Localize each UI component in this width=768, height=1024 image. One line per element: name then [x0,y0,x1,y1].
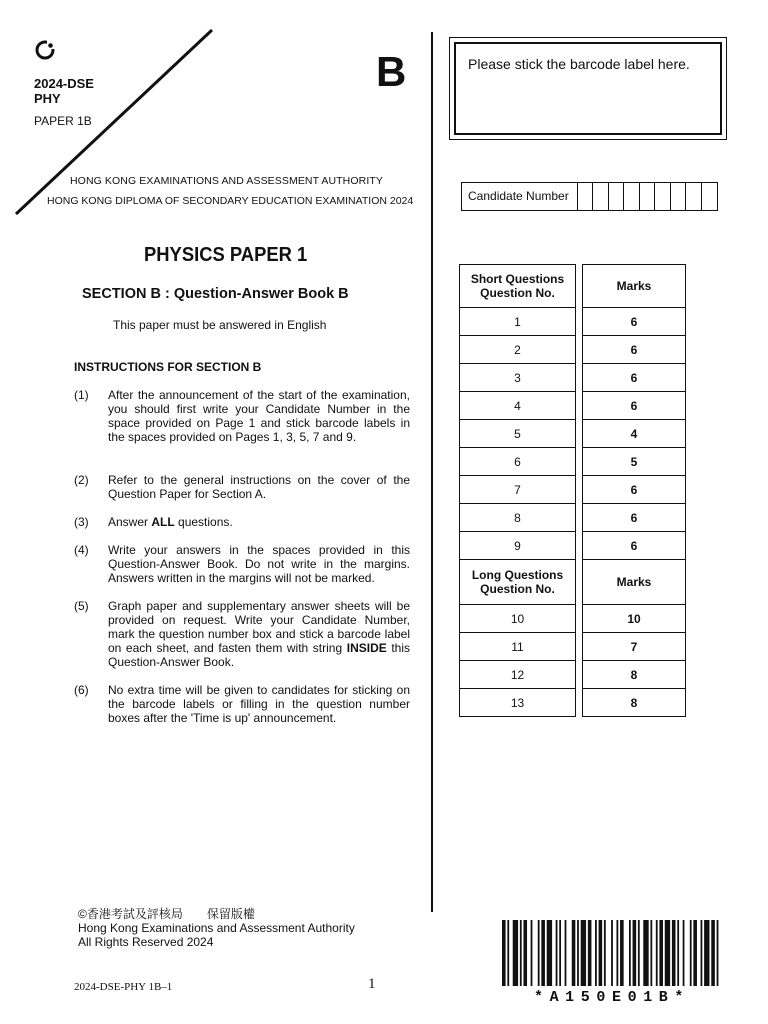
question-number-cell: 8 [460,504,576,532]
instruction-text: Answer ALL questions. [108,515,233,529]
diploma-name: HONG KONG DIPLOMA OF SECONDARY EDUCATION EXAMINATION 2024 [47,195,414,207]
barcode-text: *A150E01B* [533,989,690,1006]
candidate-digit-box[interactable] [624,183,640,210]
section-title: SECTION B : Question-Answer Book B [82,286,349,302]
marks-cell: 6 [583,504,686,532]
long-questions-header: Long Questions Question No. [460,560,576,605]
question-number-cell: 6 [460,448,576,476]
barcode-icon [502,920,722,986]
paper-code: PAPER 1B [34,114,92,128]
instruction-number: (5) [74,599,89,613]
question-number-table [459,264,576,717]
question-number-cell: 1 [460,308,576,336]
candidate-number-label: Candidate Number [462,183,578,210]
candidate-digit-box[interactable] [578,183,594,210]
marks-cell: 8 [583,661,686,689]
instruction-text: Write your answers in the spaces provided in this Question-Answer Book. Do not write in the margins. Answers written in the margins will not be marked. [108,543,410,585]
instruction-text: No extra time will be given to candidates for sticking on the barcode labels or filling in the question number boxes after the 'Time is up' announcement. [108,683,410,725]
language-note: This paper must be answered in English [113,318,327,332]
barcode-label-text: Please stick the barcode label here. [468,56,690,72]
marks-cell: 8 [583,689,686,717]
question-number-cell: 4 [460,392,576,420]
copyright-english: Hong Kong Examinations and Assessment Authority [78,921,355,935]
question-number-cell: 13 [460,689,576,717]
question-number-cell: 5 [460,420,576,448]
marks-cell: 10 [583,605,686,633]
question-number-cell: 10 [460,605,576,633]
candidate-digit-box[interactable] [609,183,625,210]
marks-cell: 6 [583,308,686,336]
instruction-text: Graph paper and supplementary answer sheets will be provided on request. Write your Candidate Number, mark the question number box and stick a barcode label on each sheet, and fasten them with string INSIDE this Question-Answer Book. [108,599,410,669]
authority-name: HONG KONG EXAMINATIONS AND ASSESSMENT AUTHORITY [70,175,383,187]
instruction-item [74,543,414,585]
instruction-number: (2) [74,473,89,487]
paper-title: PHYSICS PAPER 1 [144,244,308,266]
instruction-number: (3) [74,515,89,529]
instruction-text: After the announcement of the start of the examination, you should first write your Candidate Number in the space provided on Page 1 and stick barcode labels in the spaces provided on Pages 1, 3, 5, 7 and 9. [108,388,410,444]
question-number-cell: 2 [460,336,576,364]
short-questions-header: Short Questions Question No. [460,265,576,308]
instruction-number: (6) [74,683,89,697]
candidate-digit-box[interactable] [655,183,671,210]
marks-cell: 6 [583,392,686,420]
instruction-item [74,515,414,529]
candidate-digit-box[interactable] [671,183,687,210]
barcode-label-box [449,37,727,140]
marks-cell: 5 [583,448,686,476]
candidate-digit-box[interactable] [686,183,702,210]
question-number-cell: 3 [460,364,576,392]
marks-header: Marks [583,560,686,605]
marks-header: Marks [583,265,686,308]
instruction-item [74,473,414,501]
emphasis-all: ALL [151,515,175,529]
candidate-number-field[interactable] [461,182,718,211]
page-number: 1 [368,976,376,992]
instruction-number: (1) [74,388,89,402]
candidate-digit-box[interactable] [593,183,609,210]
marks-cell: 6 [583,532,686,560]
emphasis-inside: INSIDE [346,641,387,655]
marks-cell: 6 [583,364,686,392]
question-number-cell: 7 [460,476,576,504]
instruction-item [74,388,414,444]
barcode-label-area [454,42,722,135]
copyright-chinese: ©香港考試及評核局 保留版權 [78,907,255,921]
marks-cell: 6 [583,476,686,504]
question-number-cell: 9 [460,532,576,560]
question-number-cell: 11 [460,633,576,661]
book-letter: B [376,48,407,95]
marks-cell: 6 [583,336,686,364]
instruction-item [74,599,414,669]
candidate-digit-box[interactable] [702,183,718,210]
marks-table [582,264,686,717]
instruction-text: Refer to the general instructions on the cover of the Question Paper for Section A. [108,473,410,501]
page-code: 2024-DSE-PHY 1B–1 [74,981,173,993]
exam-year: 2024-DSE [34,76,94,91]
rights-reserved: All Rights Reserved 2024 [78,935,214,949]
instructions-heading: INSTRUCTIONS FOR SECTION B [74,360,262,374]
subject-code: PHY [34,91,61,106]
instruction-item [74,683,414,725]
column-divider [431,32,433,912]
question-number-cell: 12 [460,661,576,689]
candidate-digit-box[interactable] [640,183,656,210]
marks-cell: 4 [583,420,686,448]
marks-cell: 7 [583,633,686,661]
instruction-number: (4) [74,543,89,557]
